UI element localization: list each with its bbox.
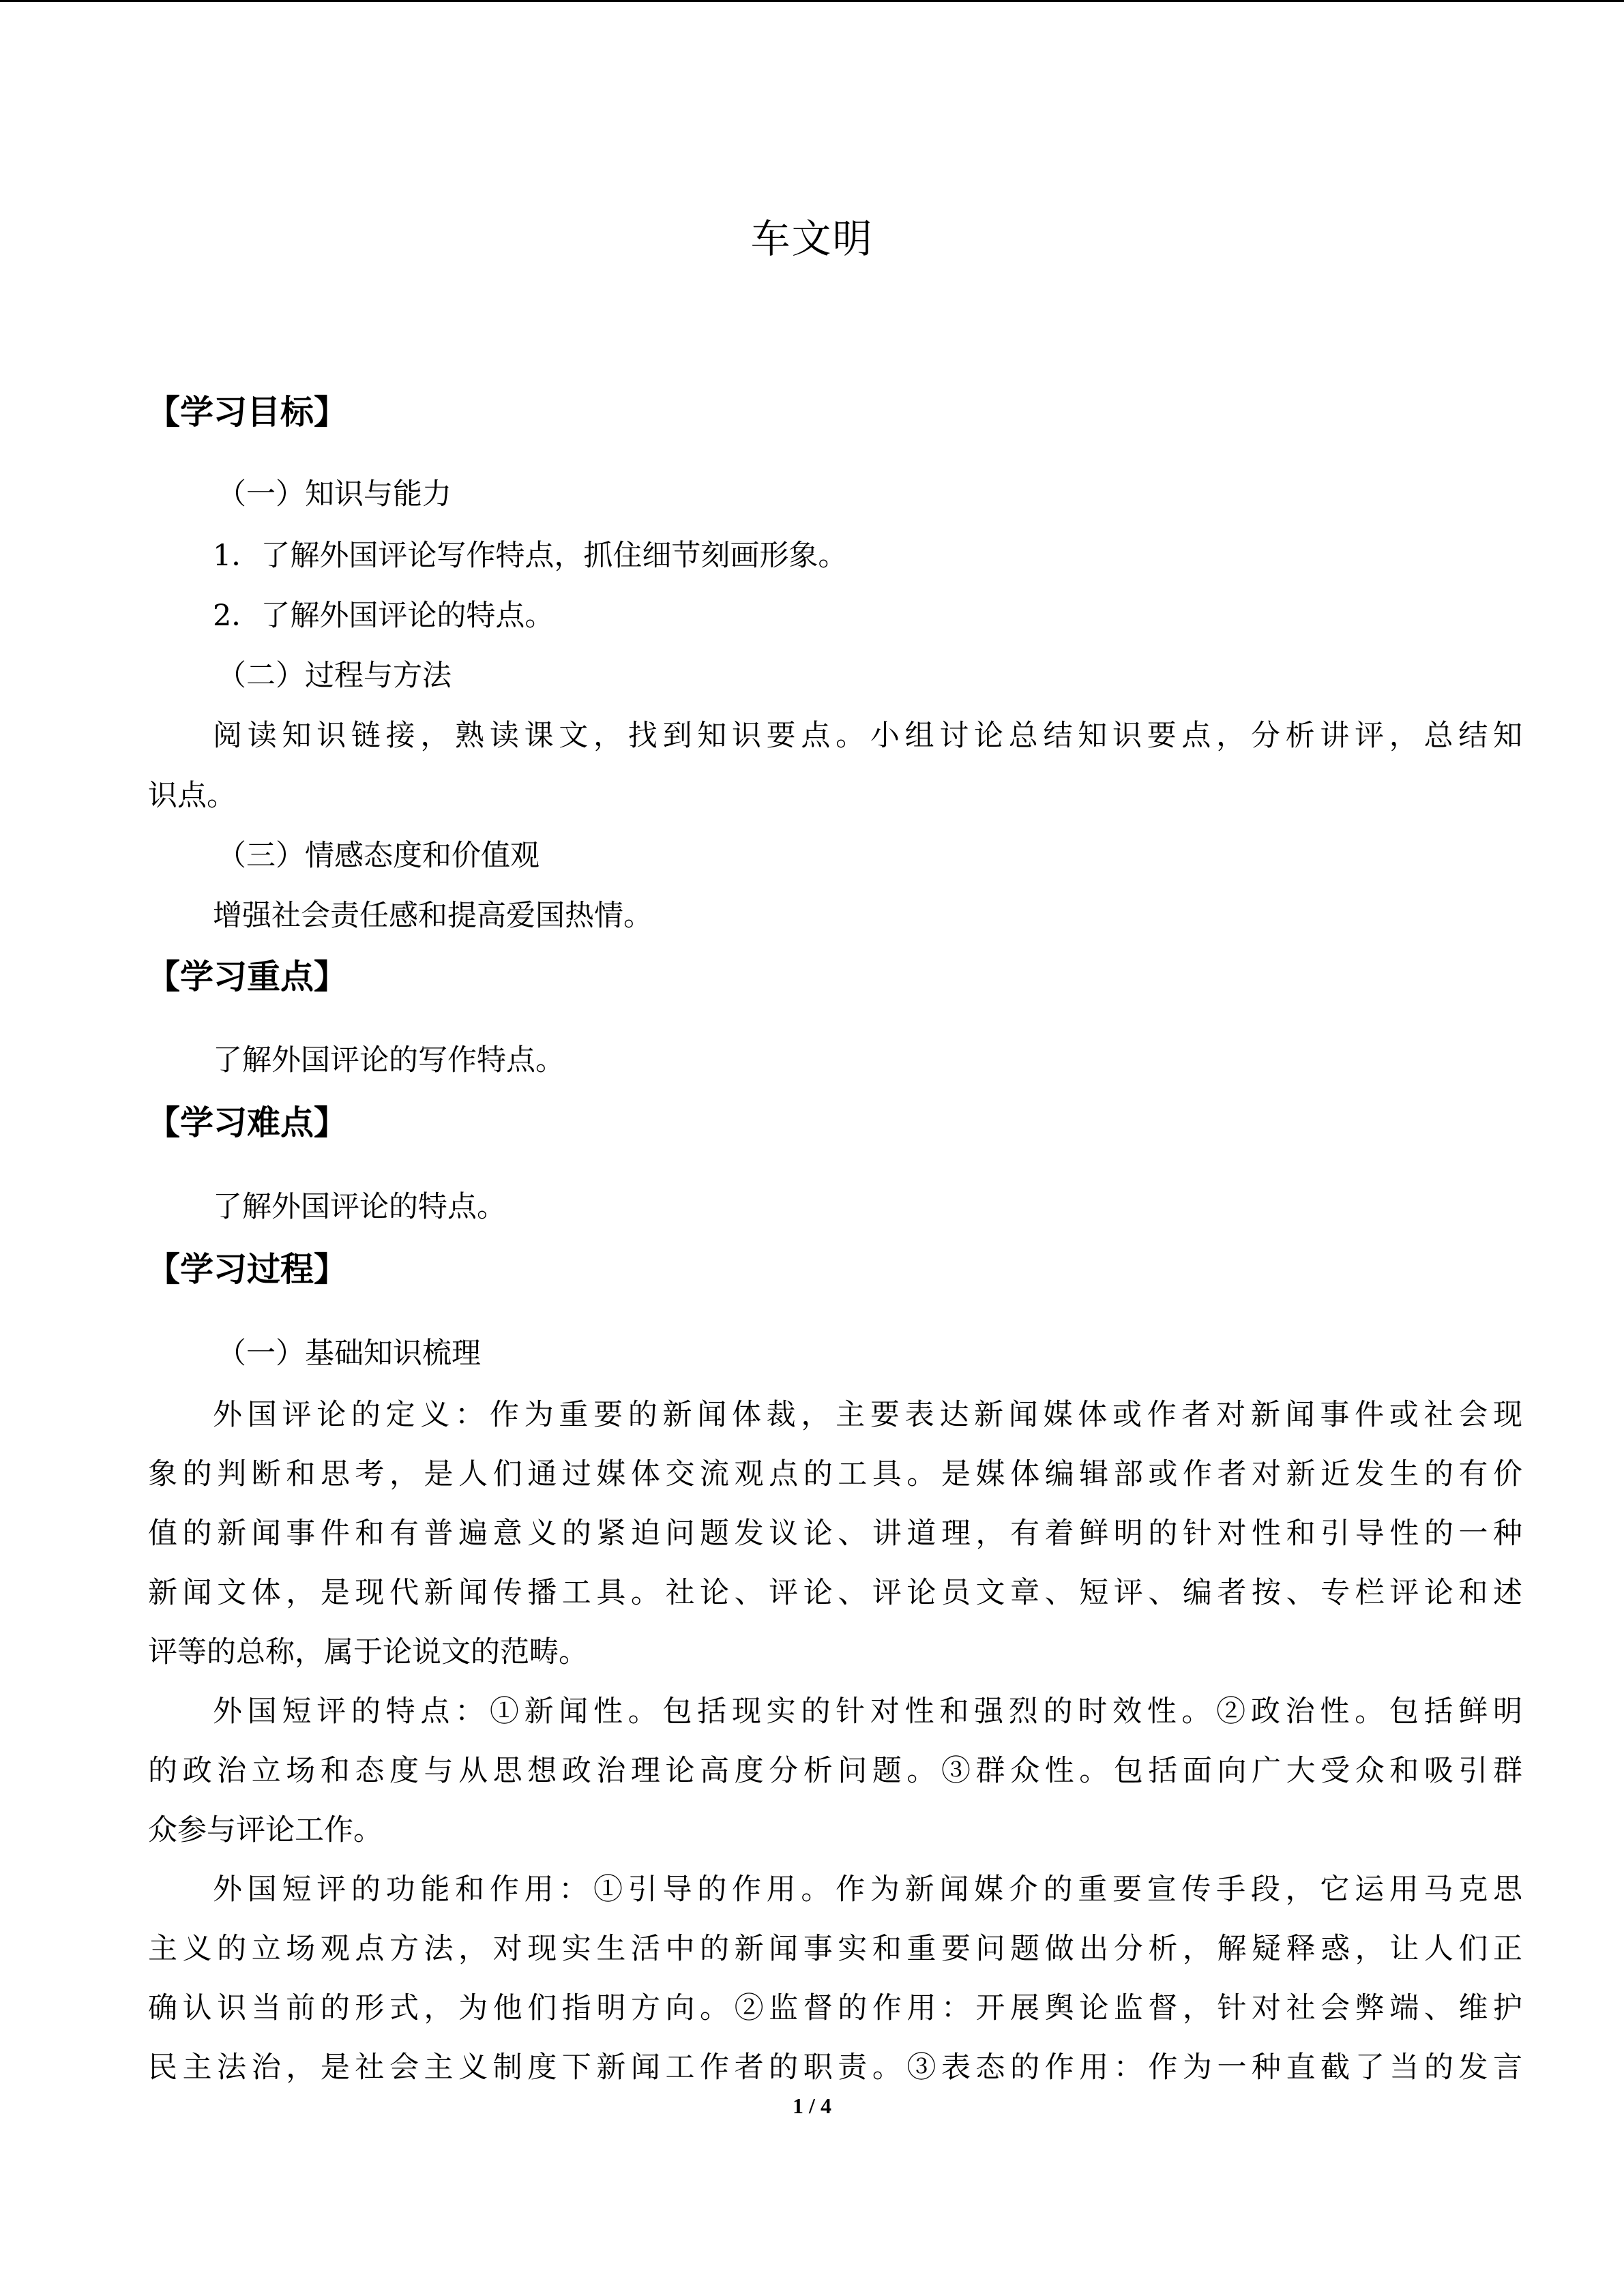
page-number: 1 / 4 [793, 2093, 831, 2118]
top-border-line [0, 0, 1624, 2]
definition-line-2: 象的判断和思考，是人们通过媒体交流观点的工具。是媒体编辑部或作者对新近发生的有价 [148, 1457, 1522, 1491]
key-points-heading: 【学习重点】 [147, 957, 348, 996]
objectives-heading: 【学习目标】 [147, 393, 348, 432]
definition-line-3: 值的新闻事件和有普遍意义的紧迫问题发议论、讲道理，有着鲜明的针对性和引导性的一种 [148, 1517, 1522, 1551]
document-title: 车文明 [750, 215, 874, 262]
features-line-3: 众参与评论工作。 [148, 1813, 383, 1847]
features-line-1: 外国短评的特点：①新闻性。包括现实的针对性和强烈的时效性。②政治性。包括鲜明 [213, 1695, 1522, 1729]
objectives-item-2: 2．了解外国评论的特点。 [213, 599, 555, 633]
objectives-values-text: 增强社会责任感和提高爱国热情。 [213, 899, 653, 933]
difficulties-heading: 【学习难点】 [147, 1103, 348, 1142]
objectives-item-1: 1．了解外国评论写作特点，抓住细节刻画形象。 [213, 539, 848, 573]
difficulties-text: 了解外国评论的特点。 [213, 1190, 506, 1224]
process-heading: 【学习过程】 [147, 1250, 348, 1289]
functions-line-1: 外国短评的功能和作用：①引导的作用。作为新闻媒介的重要宣传手段，它运用马克思 [213, 1873, 1522, 1907]
definition-line-1: 外国评论的定义：作为重要的新闻体裁，主要表达新闻媒体或作者对新闻事件或社会现 [213, 1398, 1522, 1432]
objectives-subhead-values: （三）情感态度和价值观 [217, 839, 540, 873]
objectives-method-line-1: 阅读知识链接，熟读课文，找到知识要点。小组讨论总结知识要点，分析讲评，总结知 [213, 719, 1522, 753]
functions-line-4: 民主法治，是社会主义制度下新闻工作者的职责。③表态的作用：作为一种直截了当的发言 [148, 2051, 1522, 2085]
functions-line-3: 确认识当前的形式，为他们指明方向。②监督的作用：开展舆论监督，针对社会弊端、维护 [148, 1991, 1522, 2025]
key-points-text: 了解外国评论的写作特点。 [213, 1043, 565, 1077]
definition-line-5: 评等的总称，属于论说文的范畴。 [148, 1635, 588, 1669]
functions-line-2: 主义的立场观点方法，对现实生活中的新闻事实和重要问题做出分析，解疑释惑，让人们正 [148, 1932, 1522, 1966]
features-line-2: 的政治立场和态度与从思想政治理论高度分析问题。③群众性。包括面向广大受众和吸引群 [148, 1754, 1522, 1788]
process-subhead-basics: （一）基础知识梳理 [217, 1337, 481, 1371]
objectives-subhead-method: （二）过程与方法 [217, 659, 452, 693]
objectives-subhead-knowledge: （一）知识与能力 [217, 477, 452, 511]
objectives-method-line-2: 识点。 [148, 779, 236, 813]
definition-line-4: 新闻文体，是现代新闻传播工具。社论、评论、评论员文章、短评、编者按、专栏评论和述 [148, 1576, 1522, 1610]
